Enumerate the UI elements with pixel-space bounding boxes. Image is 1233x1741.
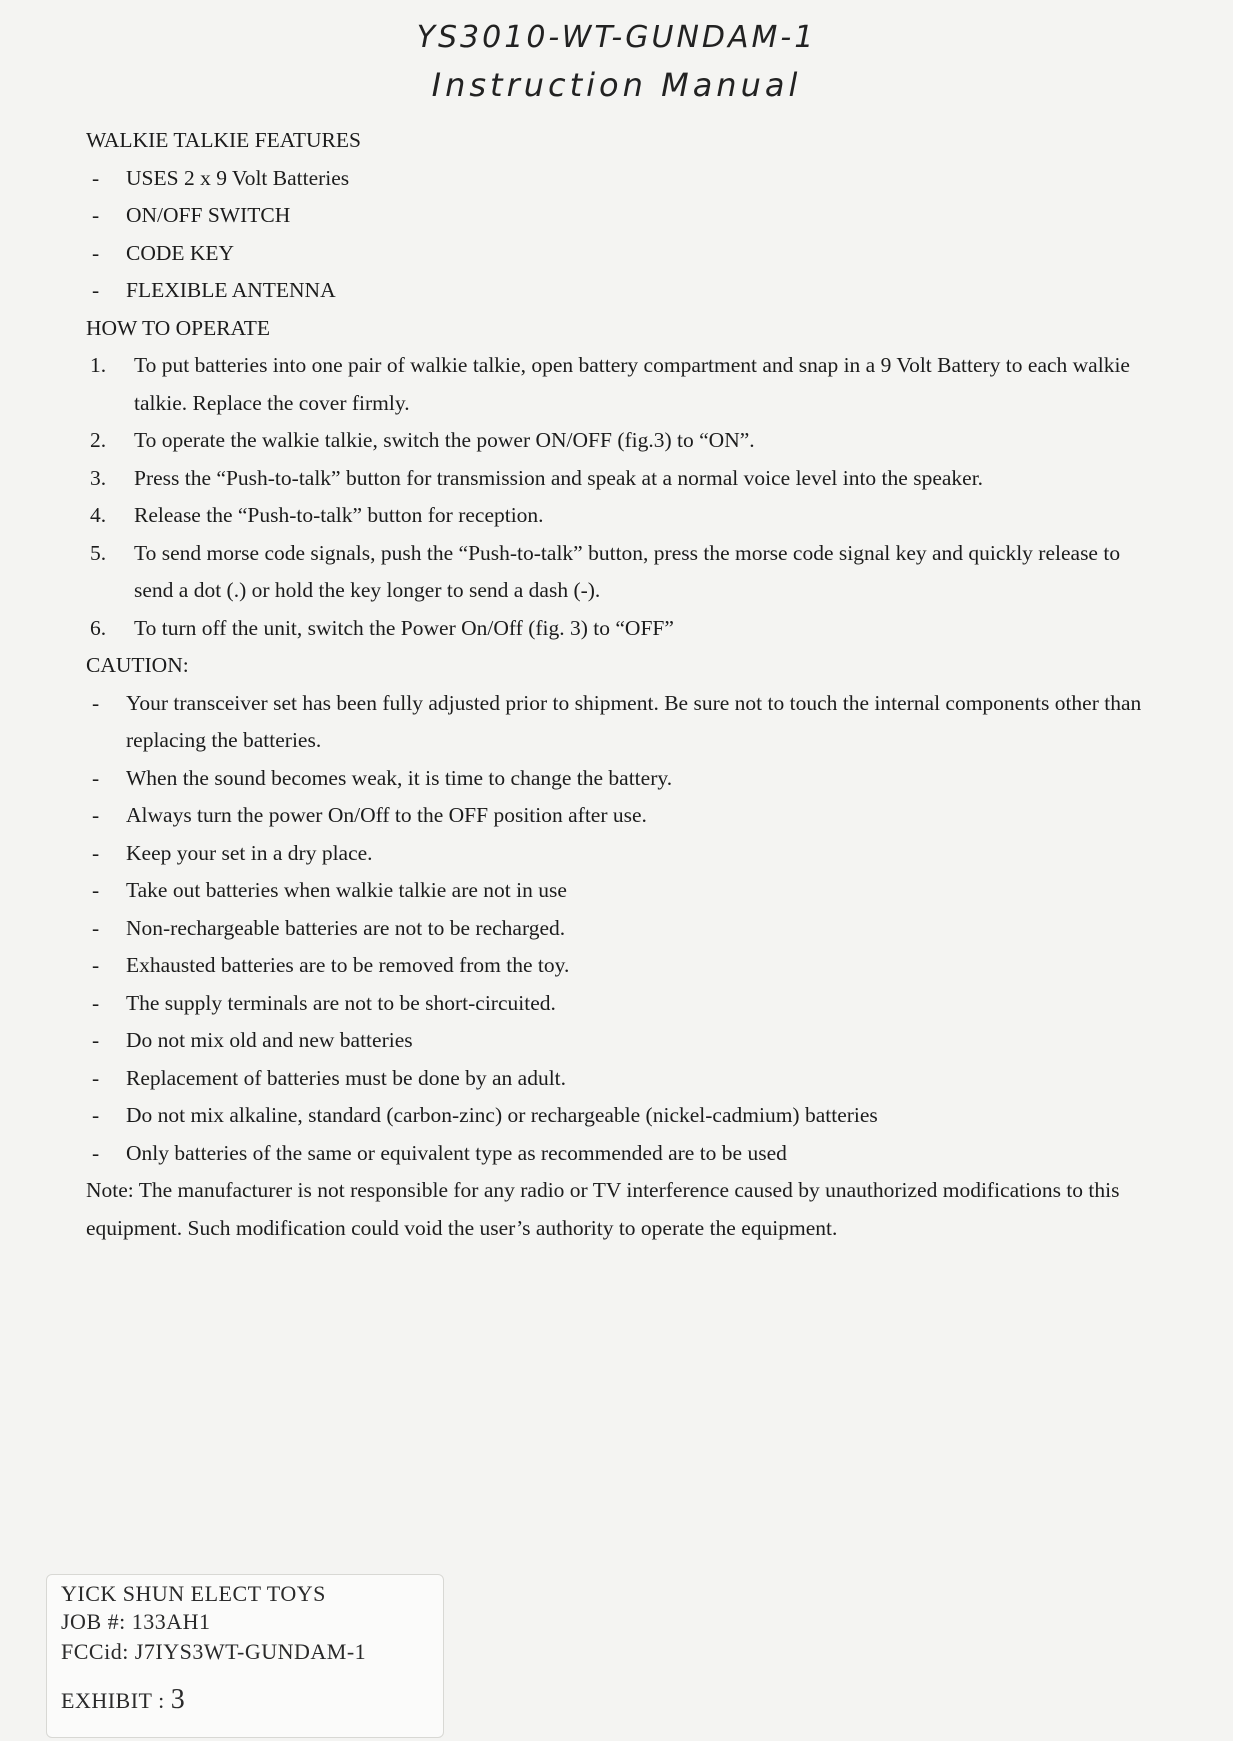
company-name: YICK SHUN ELECT TOYS [61, 1581, 326, 1606]
caution-item: - Always turn the power On/Off to the OFF position after use. [86, 797, 1146, 835]
dash-mark: - [92, 990, 100, 1015]
dash-mark: - [92, 1065, 100, 1090]
operate-step: 1. To put batteries into one pair of walkie talkie, open battery compartment and snap in a 9 Volt Battery to each walkie talkie. Replace the cover firmly. [86, 347, 1146, 422]
feature-item: - USES 2 x 9 Volt Batteries [86, 160, 1146, 198]
dash-mark: - [92, 1103, 100, 1127]
operate-step: 4. Release the “Push-to-talk” button for reception. [86, 497, 1146, 535]
dash-mark: - [92, 765, 100, 790]
dash-mark: - [92, 165, 100, 190]
feature-item: - ON/OFF SWITCH [86, 197, 1146, 235]
step-number: 5. [90, 540, 107, 565]
operate-step: 6. To turn off the unit, switch the Power On/Off (fig. 3) to “OFF” [86, 610, 1146, 648]
dash-mark: - [92, 278, 100, 302]
dash-mark: - [92, 953, 100, 977]
operate-step: 5. To send morse code signals, push the “Push-to-talk” button, press the morse code signal key and quickly release to send a dot (.) or hold the key longer to send a dash (-). [86, 535, 1146, 610]
caution-item: - When the sound becomes weak, it is time to change the battery. [86, 760, 1146, 798]
caution-item: - Replacement of batteries must be done by an adult. [86, 1060, 1146, 1098]
exhibit-label [46, 1574, 444, 1738]
dash-mark: - [92, 840, 100, 865]
dash-mark: - [92, 1140, 100, 1165]
caution-item: - Take out batteries when walkie talkie are not in use [86, 872, 1146, 910]
operate-heading: HOW TO OPERATE [86, 315, 270, 340]
dash-mark: - [92, 240, 100, 265]
job-number: JOB #: 133AH1 [61, 1609, 211, 1634]
dash-mark: - [92, 690, 100, 715]
caution-heading: CAUTION: [86, 653, 189, 677]
feature-item: - CODE KEY [86, 235, 1146, 273]
fcc-id: FCCid: J7IYS3WT-GUNDAM-1 [61, 1639, 367, 1664]
dash-mark: - [92, 878, 100, 902]
dash-mark: - [92, 803, 100, 827]
operate-step: 2. To operate the walkie talkie, switch the power ON/OFF (fig.3) to “ON”. [86, 422, 1146, 460]
step-number: 4. [90, 503, 107, 527]
handwritten-title: Instruction Manual [431, 66, 802, 104]
dash-mark: - [92, 915, 100, 940]
caution-item: - Exhausted batteries are to be removed from the toy. [86, 947, 1146, 985]
feature-item: - FLEXIBLE ANTENNA [86, 272, 1146, 310]
exhibit-number: EXHIBIT : 3 [61, 1684, 186, 1715]
step-number: 3. [90, 465, 107, 490]
step-number: 1. [90, 353, 107, 377]
caution-item: - The supply terminals are not to be short-circuited. [86, 985, 1146, 1023]
caution-item: - Only batteries of the same or equivalent type as recommended are to be used [86, 1135, 1146, 1173]
interference-note: Note: The manufacturer is not responsible for any radio or TV interference caused by unauthorized modifications to this equipment. Such modification could void the user’s authority to operate the equipment. [86, 1178, 1120, 1240]
step-number: 6. [90, 615, 107, 640]
manual-body [86, 122, 1146, 1247]
caution-item: - Keep your set in a dry place. [86, 835, 1146, 873]
caution-item: - Non-rechargeable batteries are not to be recharged. [86, 910, 1146, 948]
caution-item: - Your transceiver set has been fully adjusted prior to shipment. Be sure not to touch the internal components other than replacing the batteries. [86, 685, 1146, 760]
features-heading: WALKIE TALKIE FEATURES [86, 128, 361, 152]
dash-mark: - [92, 203, 100, 227]
handwritten-model-number: YS3010-WT-GUNDAM-1 [416, 20, 817, 55]
caution-item: - Do not mix old and new batteries [86, 1022, 1146, 1060]
step-number: 2. [90, 428, 107, 452]
dash-mark: - [92, 1028, 100, 1052]
caution-item: - Do not mix alkaline, standard (carbon-zinc) or rechargeable (nickel-cadmium) batteries [86, 1097, 1146, 1135]
operate-step: 3. Press the “Push-to-talk” button for transmission and speak at a normal voice level into the speaker. [86, 460, 1146, 498]
